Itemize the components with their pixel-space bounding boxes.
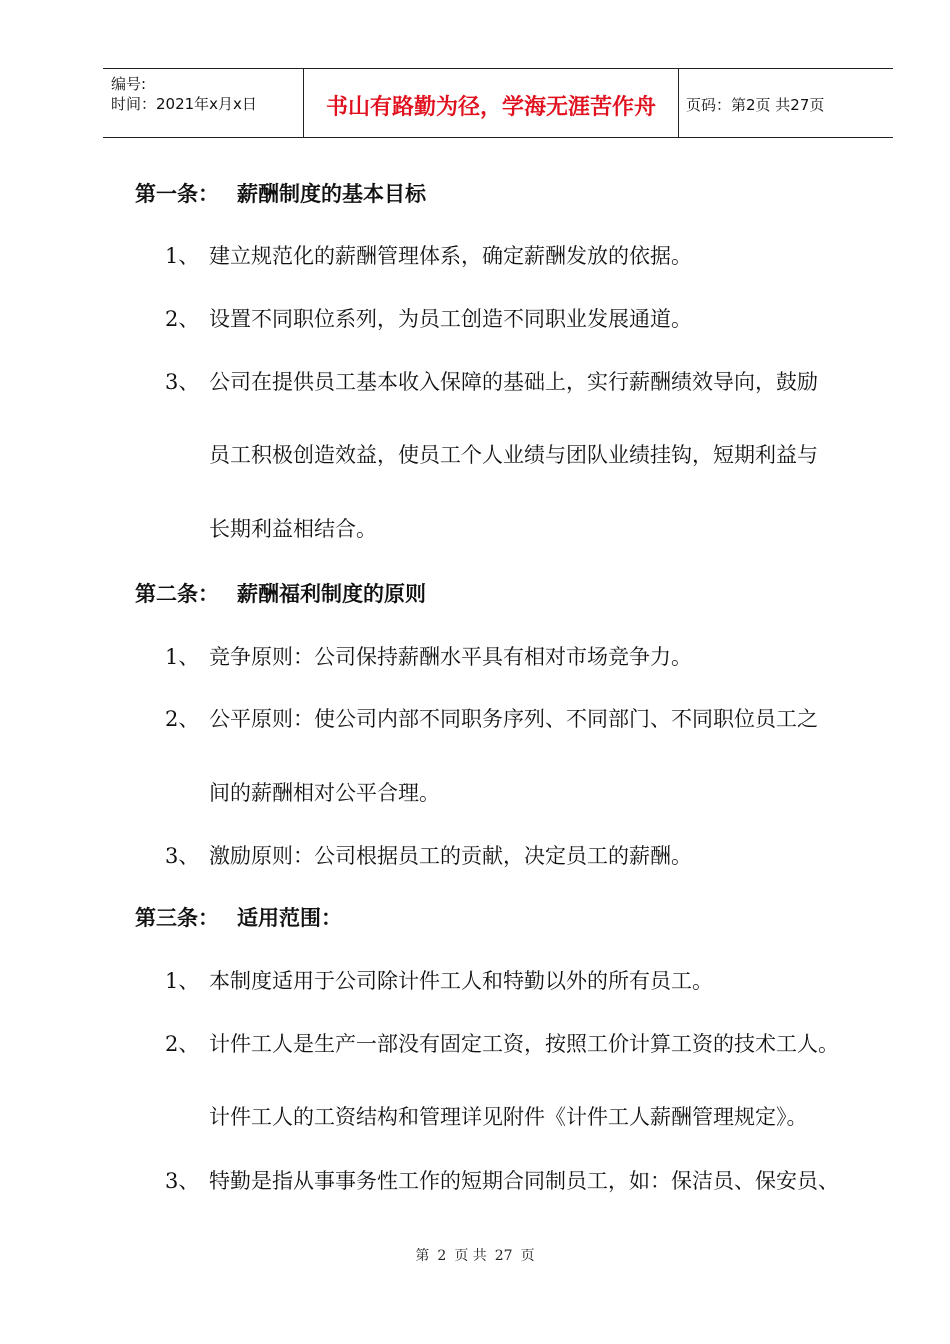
section-title: 适用范围：	[237, 906, 342, 930]
section-title: 薪酬制度的基本目标	[237, 182, 426, 206]
item-number: 1、	[165, 645, 200, 669]
item-number: 2、	[165, 307, 200, 331]
item-text: 计件工人是生产一部没有固定工资，按照工价计算工资的技术工人。	[209, 1032, 839, 1056]
header-center-cell	[303, 69, 679, 137]
footer-page-number: 2	[437, 1248, 447, 1264]
section-title: 薪酬福利制度的原则	[237, 582, 426, 606]
page-info: 页码：第2页 共27页	[686, 96, 825, 114]
item-number: 1、	[165, 969, 200, 993]
item-text-continuation: 间的薪酬相对公平合理。	[209, 781, 440, 805]
article-number: 第三条：	[135, 906, 219, 930]
footer-prefix: 第	[415, 1248, 430, 1264]
item-number: 3、	[165, 844, 200, 868]
footer-suffix: 页	[520, 1248, 535, 1264]
item-text: 本制度适用于公司除计件工人和特勤以外的所有员工。	[209, 969, 713, 993]
item-text: 公司在提供员工基本收入保障的基础上，实行薪酬绩效导向，鼓励	[209, 370, 818, 394]
section-heading	[135, 580, 426, 608]
section-heading	[135, 180, 426, 208]
article-number: 第一条：	[135, 182, 219, 206]
item-text: 设置不同职位系列，为员工创造不同职业发展通道。	[209, 307, 692, 331]
item-text: 激励原则：公司根据员工的贡献，决定员工的薪酬。	[209, 844, 692, 868]
item-text: 公平原则：使公司内部不同职务序列、不同部门、不同职位员工之	[209, 707, 818, 731]
page-footer	[0, 1245, 950, 1265]
item-number: 3、	[165, 1169, 200, 1193]
item-text-continuation: 长期利益相结合。	[209, 517, 377, 541]
item-text: 建立规范化的薪酬管理体系，确定薪酬发放的依据。	[209, 244, 692, 268]
date-label: 时间：2021年x月x日	[111, 95, 257, 113]
article-number: 第二条：	[135, 582, 219, 606]
item-text-continuation: 员工积极创造效益，使员工个人业绩与团队业绩挂钩，短期利益与	[209, 443, 818, 467]
serial-number-label: 编号:	[111, 75, 147, 93]
item-number: 2、	[165, 1032, 200, 1056]
header-left-cell	[103, 69, 303, 137]
item-text: 特勤是指从事事务性工作的短期合同制员工，如：保洁员、保安员、	[209, 1169, 839, 1193]
header-right-cell	[678, 69, 893, 137]
footer-middle: 页 共	[454, 1248, 487, 1264]
footer-total-pages: 27	[494, 1248, 513, 1264]
header-motto: 书山有路勤为径，学海无涯苦作舟	[325, 95, 656, 120]
section-heading	[135, 904, 342, 932]
item-number: 1、	[165, 244, 200, 268]
item-text: 竞争原则：公司保持薪酬水平具有相对市场竞争力。	[209, 645, 692, 669]
document-header	[103, 68, 893, 138]
item-number: 2、	[165, 707, 200, 731]
item-number: 3、	[165, 370, 200, 394]
item-text-continuation: 计件工人的工资结构和管理详见附件《计件工人薪酬管理规定》。	[209, 1105, 808, 1129]
